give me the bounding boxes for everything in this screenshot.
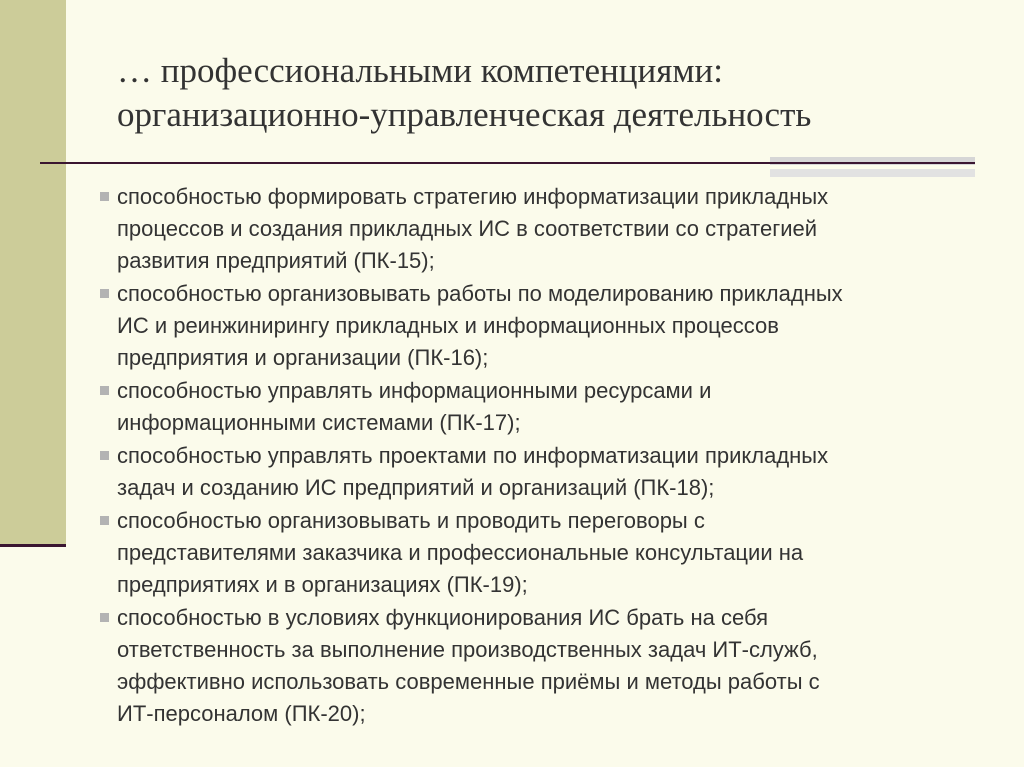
list-item-line: эффективно использовать современные приёмы и методы работы с <box>117 669 820 694</box>
list-item-text <box>117 181 1000 277</box>
list-item-line: способностью управлять проектами по информатизации прикладных <box>117 443 829 468</box>
decorative-gray-rule <box>770 157 975 177</box>
list-item-line: ИТ-персоналом (ПК-20); <box>117 701 366 726</box>
list-item-text <box>117 440 1000 504</box>
slide-title <box>117 49 811 137</box>
list-item-text <box>117 505 1000 601</box>
list-item <box>100 278 1000 374</box>
list-item <box>100 375 1000 439</box>
list-item-text <box>117 375 1000 439</box>
list-item-line: представителями заказчика и профессиональные консультации на <box>117 540 804 565</box>
list-item <box>100 505 1000 601</box>
slide-title-line-2: организационно-управленческая деятельность <box>117 95 812 134</box>
list-item-line: предприятия и организации (ПК-16); <box>117 345 489 370</box>
list-item-line: ответственность за выполнение производственных задач ИТ-служб, <box>117 637 818 662</box>
decorative-side-bar <box>0 0 66 545</box>
list-item-line: ИС и реинжинирингу прикладных и информационных процессов <box>117 313 779 338</box>
list-item-line: способностью управлять информационными ресурсами и <box>117 378 712 403</box>
list-item-line: задач и созданию ИС предприятий и организаций (ПК-18); <box>117 475 715 500</box>
slide-title-line-1: … профессиональными компетенциями: <box>117 51 723 90</box>
list-item-line: развития предприятий (ПК-15); <box>117 248 435 273</box>
square-bullet-icon <box>100 613 109 622</box>
list-item-text <box>117 602 1000 730</box>
list-item <box>100 181 1000 277</box>
list-item-line: способностью организовывать и проводить переговоры с <box>117 508 705 533</box>
square-bullet-icon <box>100 192 109 201</box>
square-bullet-icon <box>100 386 109 395</box>
list-item <box>100 602 1000 730</box>
list-item-line: способностью в условиях функционирования ИС брать на себя <box>117 605 769 630</box>
list-item-text <box>117 278 1000 374</box>
square-bullet-icon <box>100 451 109 460</box>
list-item-line: способностью организовывать работы по моделированию прикладных <box>117 281 843 306</box>
competency-list <box>100 181 1000 731</box>
list-item-line: процессов и создания прикладных ИС в соответствии со стратегией <box>117 216 818 241</box>
list-item-line: способностью формировать стратегию информатизации прикладных <box>117 184 829 209</box>
decorative-side-line <box>0 544 66 547</box>
list-item-line: предприятиях и в организациях (ПК-19); <box>117 572 528 597</box>
list-item <box>100 440 1000 504</box>
square-bullet-icon <box>100 289 109 298</box>
list-item-line: информационными системами (ПК-17); <box>117 410 521 435</box>
title-divider <box>40 162 975 164</box>
square-bullet-icon <box>100 516 109 525</box>
